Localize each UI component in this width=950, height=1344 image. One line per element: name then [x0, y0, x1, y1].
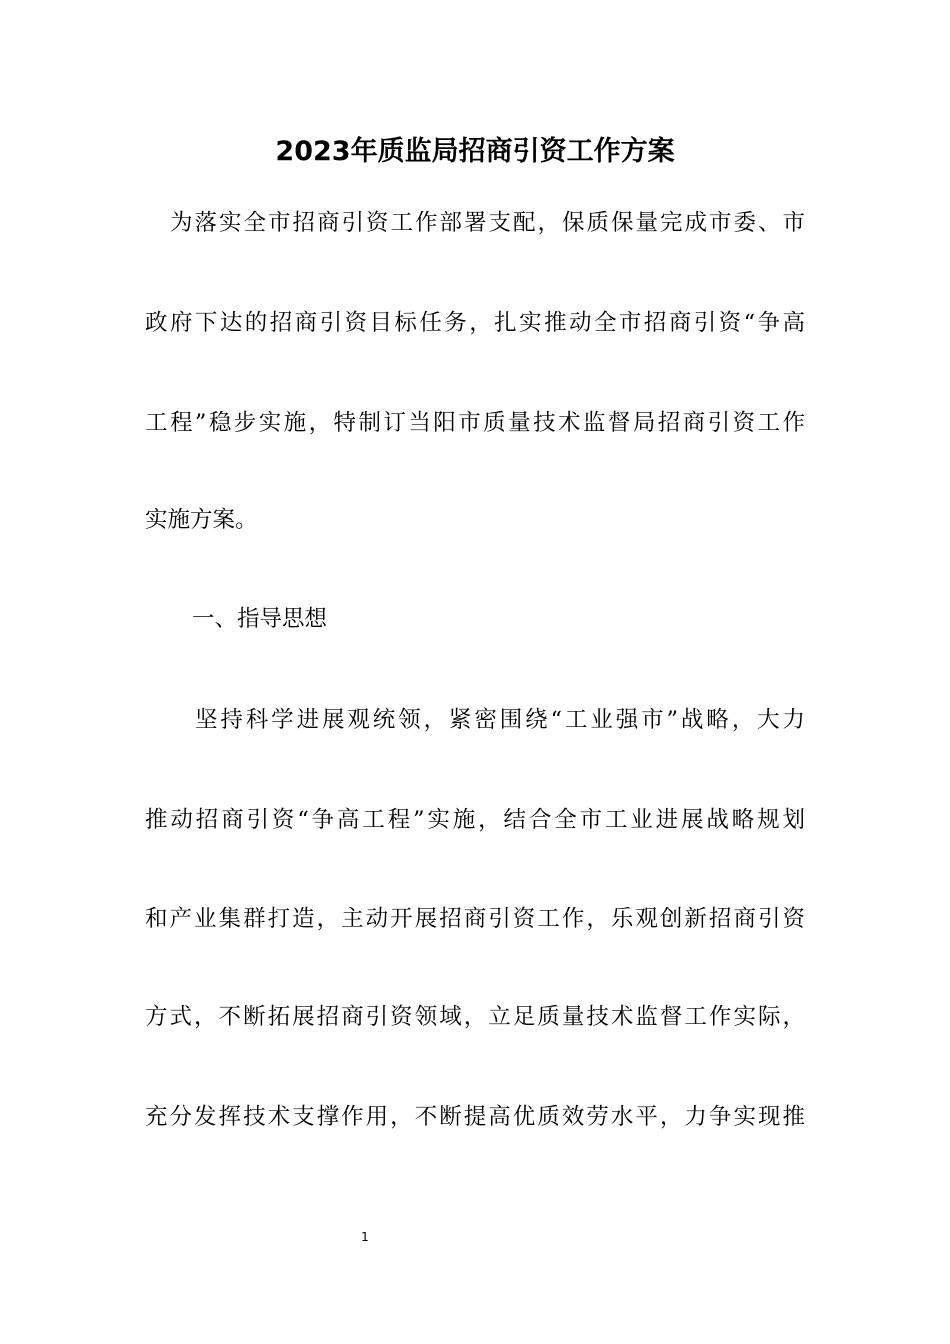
document-title: 2023年质监局招商引资工作方案	[275, 136, 675, 167]
page-number: 1	[361, 1230, 369, 1244]
body-line-2: 推动招商引资“争高工程”实施，结合全市工业进展战略规划	[145, 807, 805, 833]
body-line-1: 坚持科学进展观统领，紧密围绕“工业强市”战略，大力	[195, 707, 805, 733]
body-line-5: 充分发挥技术支撑作用，不断提高优质效劳水平，力争实现推	[145, 1104, 805, 1130]
section-heading: 一、指导思想	[192, 606, 328, 632]
intro-line-1: 为落实全市招商引资工作部署支配，保质保量完成市委、市	[170, 210, 805, 236]
intro-line-4: 实施方案。	[145, 507, 258, 533]
body-line-3: 和产业集群打造，主动开展招商引资工作，乐观创新招商引资	[145, 906, 805, 932]
body-line-4: 方式，不断拓展招商引资领域，立足质量技术监督工作实际，	[145, 1004, 805, 1030]
intro-line-3: 工程”稳步实施，特制订当阳市质量技术监督局招商引资工作	[145, 410, 805, 436]
intro-line-2: 政府下达的招商引资目标任务，扎实推动全市招商引资“争高	[145, 310, 805, 336]
